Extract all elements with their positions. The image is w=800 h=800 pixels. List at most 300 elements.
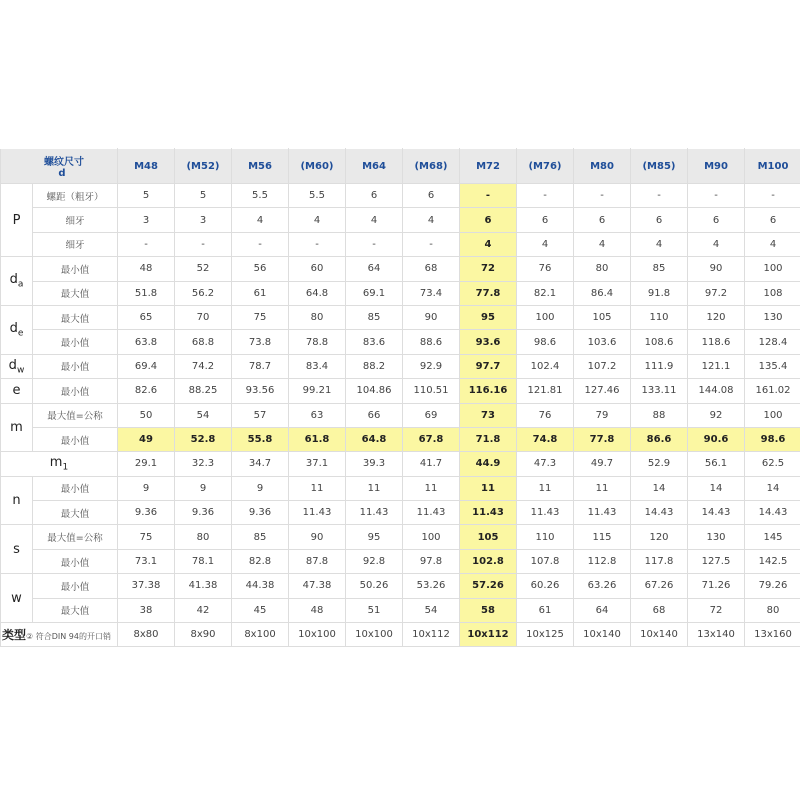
table-cell: 14.43 (688, 501, 745, 525)
table-cell: 60.26 (517, 574, 574, 598)
table-cell: 4 (574, 232, 631, 256)
table-cell: 13x140 (688, 623, 745, 647)
table-cell: 64.8 (346, 427, 403, 451)
table-cell: 105 (574, 305, 631, 329)
table-cell: 67.26 (631, 574, 688, 598)
size-header: (M60) (289, 149, 346, 184)
table-cell: 9.36 (175, 501, 232, 525)
table-cell: 82.8 (232, 549, 289, 573)
table-cell: 68.8 (175, 330, 232, 354)
row-label: 最大值 (33, 281, 118, 305)
table-cell: 128.4 (745, 330, 800, 354)
table-cell: 4 (688, 232, 745, 256)
table-cell: 9.36 (118, 501, 175, 525)
table-cell: 71.8 (460, 427, 517, 451)
table-cell: 11 (460, 476, 517, 500)
table-cell: 8x100 (232, 623, 289, 647)
table-cell: 14.43 (631, 501, 688, 525)
row-symbol-text: d (9, 272, 18, 288)
size-header: M80 (574, 149, 631, 184)
table-cell: 11.43 (574, 501, 631, 525)
table-cell: 75 (118, 525, 175, 549)
row-label: 最大值=公称 (33, 403, 118, 427)
table-cell: 4 (232, 208, 289, 232)
table-cell: 135.4 (745, 354, 800, 378)
table-cell: 85 (631, 257, 688, 281)
row-symbol-subscript: a (17, 279, 24, 290)
table-cell: 90 (688, 257, 745, 281)
table-cell: 56 (232, 257, 289, 281)
table-cell: 51 (346, 598, 403, 622)
table-row (1, 427, 800, 451)
table-cell: 88.25 (175, 379, 232, 403)
table-cell: 44.9 (460, 452, 517, 476)
table-cell: 78.7 (232, 354, 289, 378)
table-cell: 72 (460, 257, 517, 281)
table-cell: 52.8 (175, 427, 232, 451)
table-cell: 8x80 (118, 623, 175, 647)
table-cell: 92.8 (346, 549, 403, 573)
table-cell: 120 (688, 305, 745, 329)
table-cell: 86.4 (574, 281, 631, 305)
row-label: 最小值 (33, 330, 118, 354)
table-cell: 121.1 (688, 354, 745, 378)
table-cell: 6 (517, 208, 574, 232)
row-label: 最大值=公称 (33, 525, 118, 549)
row-label: 最小值 (33, 427, 118, 451)
table-cell: 52 (175, 257, 232, 281)
table-cell: 100 (403, 525, 460, 549)
table-cell: 99.21 (289, 379, 346, 403)
table-row (1, 403, 800, 427)
table-cell: - (289, 232, 346, 256)
size-header: (M68) (403, 149, 460, 184)
row-symbol-text: d (8, 357, 17, 373)
table-cell: 73.1 (118, 549, 175, 573)
table-cell: 78.1 (175, 549, 232, 573)
table-cell: 37.1 (289, 452, 346, 476)
table-cell: 11.43 (517, 501, 574, 525)
table-cell: 93.6 (460, 330, 517, 354)
table-cell: 5 (175, 184, 232, 208)
table-cell: 145 (745, 525, 800, 549)
row-label: 最大值 (33, 305, 118, 329)
thread-spec-table (0, 148, 800, 647)
table-cell: 11.43 (403, 501, 460, 525)
table-cell: 72 (688, 598, 745, 622)
row-symbol-text: d (9, 321, 18, 337)
table-cell: 11.43 (346, 501, 403, 525)
table-cell: 11 (574, 476, 631, 500)
table-cell: 47.38 (289, 574, 346, 598)
table-cell: 100 (517, 305, 574, 329)
table-cell: 98.6 (745, 427, 800, 451)
table-cell: 61.8 (289, 427, 346, 451)
table-cell: 4 (460, 232, 517, 256)
header-row (1, 149, 800, 184)
row-label: 最小值 (33, 476, 118, 500)
table-cell: 80 (289, 305, 346, 329)
table-row (1, 354, 800, 378)
table-cell: 41.7 (403, 452, 460, 476)
table-cell: 10x112 (460, 623, 517, 647)
table-cell: 98.6 (517, 330, 574, 354)
row-label: 最小值 (33, 574, 118, 598)
row-symbol-text: m (10, 419, 23, 435)
table-cell: 8x90 (175, 623, 232, 647)
table-row (1, 476, 800, 500)
table-cell: 130 (745, 305, 800, 329)
table-cell: 142.5 (745, 549, 800, 573)
table-cell: - (118, 232, 175, 256)
table-cell: 107.2 (574, 354, 631, 378)
table-cell: 11 (517, 476, 574, 500)
table-cell: 6 (745, 208, 800, 232)
row-symbol-text: P (12, 212, 21, 228)
table-row (1, 305, 800, 329)
table-cell: - (688, 184, 745, 208)
header-corner-symbol: d (58, 168, 66, 179)
table-cell: 69.4 (118, 354, 175, 378)
table-cell: 76 (517, 403, 574, 427)
table-cell: 74.8 (517, 427, 574, 451)
table-cell: 6 (688, 208, 745, 232)
table-cell: 14 (745, 476, 800, 500)
table-row (1, 281, 800, 305)
table-cell: 69 (403, 403, 460, 427)
table-cell: 55.8 (232, 427, 289, 451)
table-cell: 60 (289, 257, 346, 281)
row-label: 细牙 (33, 232, 118, 256)
table-cell: 61 (517, 598, 574, 622)
table-cell: 97.7 (460, 354, 517, 378)
table-cell: 95 (460, 305, 517, 329)
table-cell: 10x112 (403, 623, 460, 647)
table-cell: 115 (574, 525, 631, 549)
row-symbol (1, 476, 33, 525)
table-cell: 77.8 (574, 427, 631, 451)
table-row (1, 208, 800, 232)
row-symbol-text: m (49, 455, 63, 471)
row-symbol-text: e (12, 383, 21, 399)
size-header: M90 (688, 149, 745, 184)
table-cell: 57 (232, 403, 289, 427)
table-cell: 85 (346, 305, 403, 329)
table-cell: 102.4 (517, 354, 574, 378)
type-label-cell (1, 623, 118, 647)
table-cell: 39.3 (346, 452, 403, 476)
table-cell: 87.8 (289, 549, 346, 573)
table-cell: 6 (574, 208, 631, 232)
row-symbol-subscript: w (16, 365, 25, 376)
table-cell: 10x125 (517, 623, 574, 647)
table-cell: 11.43 (289, 501, 346, 525)
table-row (1, 257, 800, 281)
table-cell: 68 (403, 257, 460, 281)
table-cell: - (232, 232, 289, 256)
row-symbol-subscript: 1 (62, 462, 69, 473)
table-cell: 6 (346, 184, 403, 208)
table-cell: 56.1 (688, 452, 745, 476)
table-cell: 85 (232, 525, 289, 549)
row-label: 细牙 (33, 208, 118, 232)
table-cell: 65 (118, 305, 175, 329)
table-cell: 61 (232, 281, 289, 305)
table-cell: 82.6 (118, 379, 175, 403)
table-cell: 112.8 (574, 549, 631, 573)
table-cell: 63.8 (118, 330, 175, 354)
table-cell: 73 (460, 403, 517, 427)
table-cell: 133.11 (631, 379, 688, 403)
table-cell: 83.4 (289, 354, 346, 378)
table-row (1, 379, 800, 403)
table-cell: 6 (460, 208, 517, 232)
type-symbol: 类型 (2, 628, 27, 643)
table-cell: 41.38 (175, 574, 232, 598)
table-cell: 88 (631, 403, 688, 427)
table-cell: 49.7 (574, 452, 631, 476)
table-row (1, 330, 800, 354)
table-cell: 118.6 (688, 330, 745, 354)
table-cell: - (460, 184, 517, 208)
table-cell: 4 (745, 232, 800, 256)
row-symbol (1, 305, 33, 354)
size-header: M72 (460, 149, 517, 184)
table-cell: 63.26 (574, 574, 631, 598)
row-symbol (1, 257, 33, 306)
table-cell: 52.9 (631, 452, 688, 476)
table-cell: 9.36 (232, 501, 289, 525)
table-cell: 83.6 (346, 330, 403, 354)
table-cell: 79.26 (745, 574, 800, 598)
table-cell: 120 (631, 525, 688, 549)
table-cell: 68 (631, 598, 688, 622)
table-cell: 5 (118, 184, 175, 208)
table-cell: 92 (688, 403, 745, 427)
table-cell: 127.5 (688, 549, 745, 573)
table-cell: 3 (175, 208, 232, 232)
size-header: M64 (346, 149, 403, 184)
table-cell: 108.6 (631, 330, 688, 354)
table-cell: 97.8 (403, 549, 460, 573)
table-cell: 9 (175, 476, 232, 500)
table-cell: 91.8 (631, 281, 688, 305)
row-label: 螺距（粗牙） (33, 184, 118, 208)
table-cell: 92.9 (403, 354, 460, 378)
size-header: M56 (232, 149, 289, 184)
table-cell: 48 (289, 598, 346, 622)
row-symbol-text: n (12, 493, 21, 509)
table-cell: 38 (118, 598, 175, 622)
table-cell: 11 (346, 476, 403, 500)
table-cell: 49 (118, 427, 175, 451)
table-row (1, 574, 800, 598)
table-cell: 102.8 (460, 549, 517, 573)
table-cell: - (631, 184, 688, 208)
table-cell: 144.08 (688, 379, 745, 403)
table-cell: 82.1 (517, 281, 574, 305)
table-cell: 9 (118, 476, 175, 500)
table-cell: 14.43 (745, 501, 800, 525)
table-cell: 5.5 (232, 184, 289, 208)
table-cell: 111.9 (631, 354, 688, 378)
table-cell: 95 (346, 525, 403, 549)
row-symbol (1, 403, 33, 452)
table-row (1, 452, 800, 476)
row-symbol (1, 574, 33, 623)
table-cell: 10x100 (289, 623, 346, 647)
table-cell: 75 (232, 305, 289, 329)
size-header: M48 (118, 149, 175, 184)
table-cell: 100 (745, 403, 800, 427)
table-cell: 73.8 (232, 330, 289, 354)
table-cell: - (403, 232, 460, 256)
table-cell: 69.1 (346, 281, 403, 305)
table-cell: 11 (403, 476, 460, 500)
table-cell: 73.4 (403, 281, 460, 305)
type-row (1, 623, 800, 647)
table-cell: 53.26 (403, 574, 460, 598)
table-cell: 71.26 (688, 574, 745, 598)
row-label: 最小值 (33, 379, 118, 403)
table-cell: 34.7 (232, 452, 289, 476)
row-label: 最小值 (33, 257, 118, 281)
table-cell: 56.2 (175, 281, 232, 305)
table-cell: 64 (346, 257, 403, 281)
table-row (1, 598, 800, 622)
table-row (1, 501, 800, 525)
table-cell: 37.38 (118, 574, 175, 598)
table-cell: 48 (118, 257, 175, 281)
table-cell: 4 (631, 232, 688, 256)
table-cell: - (175, 232, 232, 256)
table-cell: 97.2 (688, 281, 745, 305)
table-cell: 13x160 (745, 623, 800, 647)
table-cell: 116.16 (460, 379, 517, 403)
row-label: 最大值 (33, 598, 118, 622)
table-cell: 110 (631, 305, 688, 329)
table-row (1, 184, 800, 208)
table-cell: 4 (403, 208, 460, 232)
table-cell: 4 (517, 232, 574, 256)
table-cell: 79 (574, 403, 631, 427)
table-cell: 54 (175, 403, 232, 427)
table-cell: 10x140 (631, 623, 688, 647)
table-cell: 93.56 (232, 379, 289, 403)
table-cell: 54 (403, 598, 460, 622)
row-symbol (1, 354, 33, 378)
table-cell: 88.6 (403, 330, 460, 354)
table-cell: - (346, 232, 403, 256)
header-corner-title: 螺纹尺寸 (44, 157, 84, 168)
table-cell: 50 (118, 403, 175, 427)
row-symbol-text: w (11, 590, 22, 606)
table-cell: - (745, 184, 800, 208)
table-cell: 127.46 (574, 379, 631, 403)
table-cell: 3 (118, 208, 175, 232)
size-header: (M76) (517, 149, 574, 184)
row-symbol-subscript: e (17, 328, 24, 339)
table-cell: 64 (574, 598, 631, 622)
table-cell: - (574, 184, 631, 208)
table-cell: 57.26 (460, 574, 517, 598)
table-cell: 9 (232, 476, 289, 500)
table-cell: 74.2 (175, 354, 232, 378)
table-cell: 5.5 (289, 184, 346, 208)
table-cell: 80 (745, 598, 800, 622)
table-cell: 80 (175, 525, 232, 549)
table-cell: 58 (460, 598, 517, 622)
table-cell: 14 (688, 476, 745, 500)
table-cell: 117.8 (631, 549, 688, 573)
row-symbol (1, 184, 33, 257)
table-cell: 80 (574, 257, 631, 281)
table-cell: 66 (346, 403, 403, 427)
table-cell: 63 (289, 403, 346, 427)
table-cell: 121.81 (517, 379, 574, 403)
table-cell: 90 (403, 305, 460, 329)
table-cell: 76 (517, 257, 574, 281)
table-cell: 90.6 (688, 427, 745, 451)
table-cell: 10x100 (346, 623, 403, 647)
table-cell: 108 (745, 281, 800, 305)
size-header: (M85) (631, 149, 688, 184)
row-label: 最大值 (33, 501, 118, 525)
table-cell: 11 (289, 476, 346, 500)
table-cell: 107.8 (517, 549, 574, 573)
table-cell: 110.51 (403, 379, 460, 403)
table-cell: 29.1 (118, 452, 175, 476)
table-cell: 42 (175, 598, 232, 622)
table-cell: 4 (346, 208, 403, 232)
table-cell: 110 (517, 525, 574, 549)
table-cell: 4 (289, 208, 346, 232)
table-cell: 10x140 (574, 623, 631, 647)
table-cell: 103.6 (574, 330, 631, 354)
table-cell: 11.43 (460, 501, 517, 525)
row-label: 最小值 (33, 354, 118, 378)
table-cell: 44.38 (232, 574, 289, 598)
table-cell: 90 (289, 525, 346, 549)
row-symbol (1, 452, 118, 476)
table-cell: 88.2 (346, 354, 403, 378)
table-cell: 130 (688, 525, 745, 549)
row-symbol (1, 525, 33, 574)
table-cell: 62.5 (745, 452, 800, 476)
size-header: (M52) (175, 149, 232, 184)
table-cell: 45 (232, 598, 289, 622)
row-symbol (1, 379, 33, 403)
table-row (1, 549, 800, 573)
table-cell: 100 (745, 257, 800, 281)
header-corner (1, 149, 118, 184)
table-cell: 47.3 (517, 452, 574, 476)
table-cell: 70 (175, 305, 232, 329)
table-cell: 64.8 (289, 281, 346, 305)
table-cell: 6 (403, 184, 460, 208)
table-cell: 77.8 (460, 281, 517, 305)
table-cell: 14 (631, 476, 688, 500)
row-label: 最小值 (33, 549, 118, 573)
table-cell: - (517, 184, 574, 208)
table-cell: 50.26 (346, 574, 403, 598)
table-row (1, 525, 800, 549)
table-cell: 105 (460, 525, 517, 549)
size-header: M100 (745, 149, 800, 184)
table-cell: 51.8 (118, 281, 175, 305)
row-symbol-text: s (13, 541, 20, 557)
table-cell: 32.3 (175, 452, 232, 476)
